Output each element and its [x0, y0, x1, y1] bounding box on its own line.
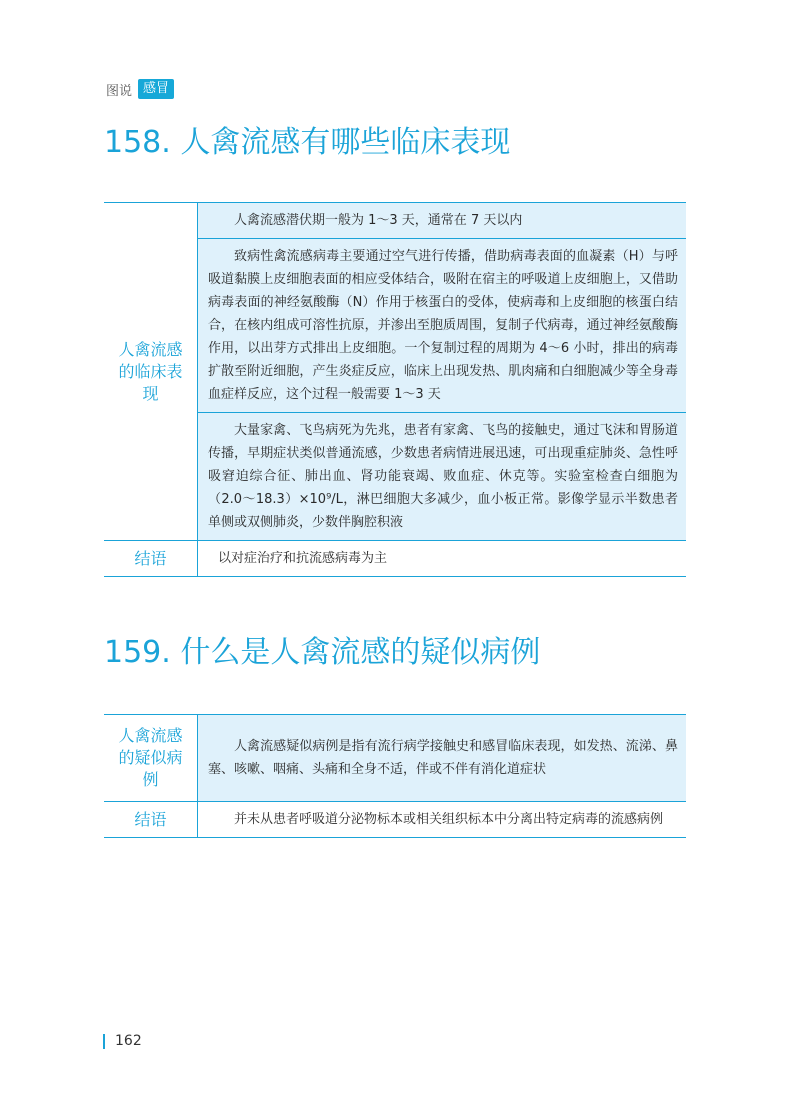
running-header	[106, 79, 174, 99]
cell-conclusion-159: 并未从患者呼吸道分泌物标本或相关组织标本中分离出特定病毒的流感病例	[198, 802, 686, 837]
page-number	[103, 1032, 142, 1050]
row-label-conclusion-158: 结语	[104, 541, 198, 576]
row-cells-suspected	[198, 715, 686, 801]
page-number-text: 162	[115, 1033, 142, 1049]
table-row-clinical	[104, 203, 686, 541]
cell-conclusion-158: 以对症治疗和抗流感病毒为主	[198, 541, 686, 576]
page-number-bar	[103, 1034, 105, 1049]
row-label-clinical: 人禽流感的临床表现	[104, 203, 198, 540]
section-159-title: 159. 什么是人禽流感的疑似病例	[104, 635, 541, 670]
table-row-conclusion-159	[104, 802, 686, 838]
section-159-table	[104, 714, 686, 838]
chapter-badge: 感冒	[138, 79, 174, 99]
table-row-suspected	[104, 715, 686, 802]
table-row-conclusion-158	[104, 541, 686, 577]
cell-pathogenesis: 致病性禽流感病毒主要通过空气进行传播，借助病毒表面的血凝素（H）与呼吸道黏膜上皮细胞表面的相应受体结合，吸附在宿主的呼吸道上皮细胞上，又借助病毒表面的神经氨酸酶（N）作用于核蛋白的受体，使病毒和上皮细胞的核蛋白结合，在核内组成可溶性抗原，并渗出至胞质周围，复制子代病毒，通过神经氨酸酶作用，以出芽方式排出上皮细胞。一个复制过程的周期为 4～6 小时，排出的病毒扩散至附近细胞，产生炎症反应，临床上出现发热、肌肉痛和白细胞减少等全身毒血症样反应，这个过程一般需要 1～3 天	[198, 239, 686, 413]
cell-suspected-definition: 人禽流感疑似病例是指有流行病学接触史和感冒临床表现，如发热、流涕、鼻塞、咳嗽、咽痛、头痛和全身不适，伴或不伴有消化道症状	[198, 715, 686, 801]
row-label-suspected: 人禽流感的疑似病例	[104, 715, 198, 801]
row-cells-conclusion-159	[198, 802, 686, 837]
section-158-title: 158. 人禽流感有哪些临床表现	[104, 125, 511, 160]
row-cells-conclusion-158	[198, 541, 686, 576]
section-158-table	[104, 202, 686, 577]
row-label-conclusion-159: 结语	[104, 802, 198, 837]
book-title: 图说	[106, 83, 133, 99]
cell-incubation: 人禽流感潜伏期一般为 1～3 天，通常在 7 天以内	[198, 203, 686, 239]
cell-symptoms: 大量家禽、飞鸟病死为先兆，患者有家禽、飞鸟的接触史，通过飞沫和胃肠道传播，早期症状类似普通流感，少数患者病情进展迅速，可出现重症肺炎、急性呼吸窘迫综合征、肺出血、肾功能衰竭、败血症、休克等。实验室检查白细胞为（2.0～18.3）×10⁹/L，淋巴细胞大多减少，血小板正常。影像学显示半数患者单侧或双侧肺炎，少数伴胸腔积液	[198, 413, 686, 540]
row-cells-clinical	[198, 203, 686, 540]
